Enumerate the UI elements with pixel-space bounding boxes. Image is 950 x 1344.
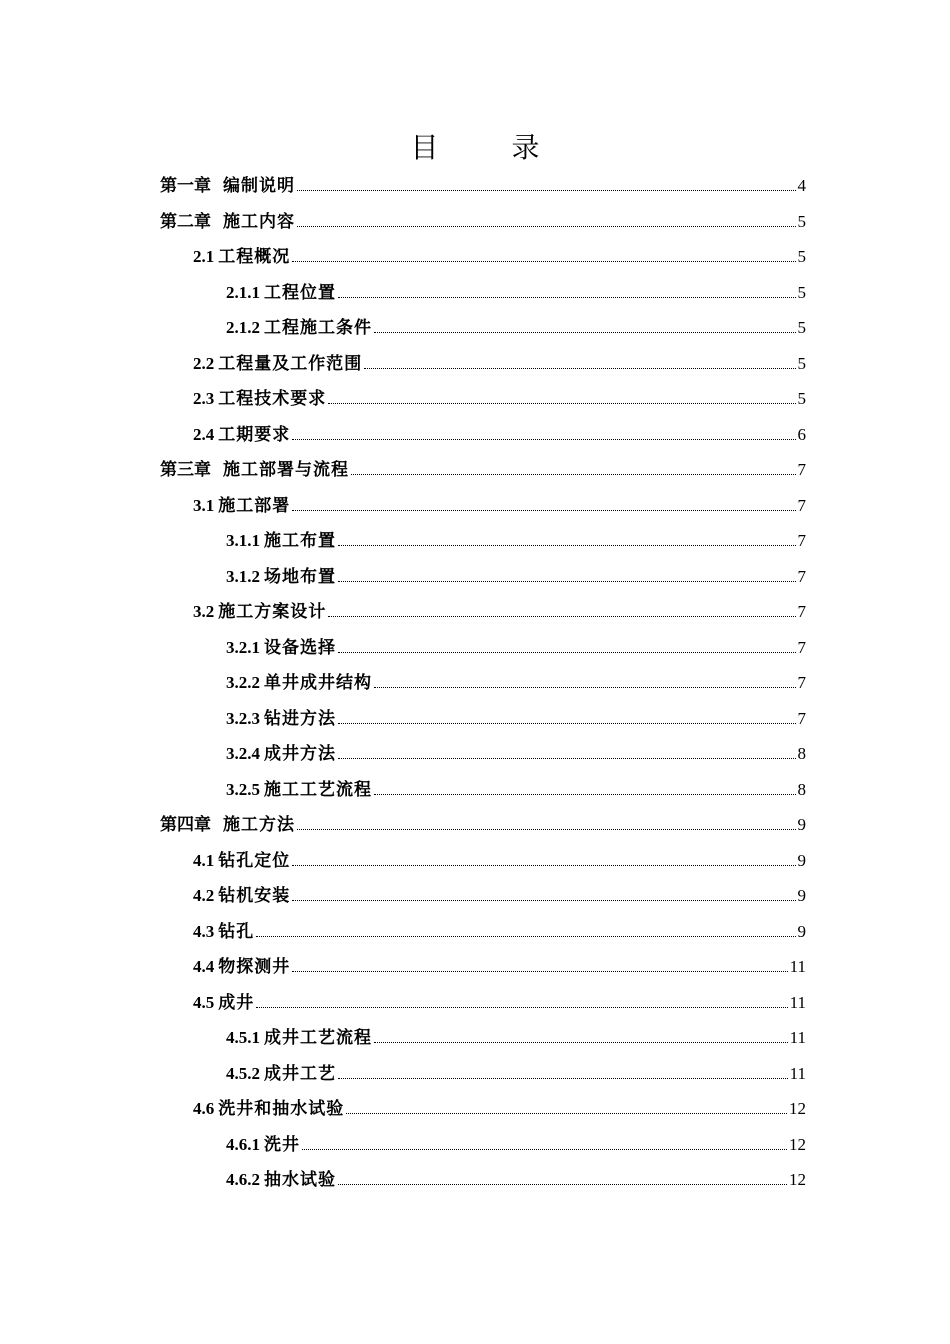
section-number: 4.5	[193, 992, 215, 1012]
section-number: 3.2.1	[226, 637, 260, 657]
entry-label: 场地布置	[264, 566, 336, 587]
entry-label: 成井工艺流程	[264, 1028, 372, 1048]
dot-leader	[374, 331, 796, 333]
toc-entry[interactable]	[226, 1162, 806, 1197]
section-number: 3.1.2	[226, 566, 260, 586]
dot-leader	[338, 296, 796, 298]
toc-entry[interactable]	[226, 1020, 806, 1055]
toc-entry[interactable]	[193, 843, 806, 878]
section-number: 4.4	[193, 957, 215, 976]
dot-leader	[297, 225, 796, 227]
page-number: 7	[797, 531, 806, 550]
page-number: 5	[797, 247, 806, 266]
page-number: 9	[797, 886, 806, 905]
dot-leader	[292, 260, 795, 262]
dot-leader	[338, 544, 796, 546]
toc-entry[interactable]	[193, 239, 806, 274]
entry-label: 钻孔	[218, 921, 255, 942]
dot-leader	[338, 580, 796, 582]
entry-label: 施工内容	[223, 211, 295, 232]
dot-leader	[292, 509, 795, 511]
page-number: 7	[797, 708, 806, 728]
toc-entry[interactable]	[193, 985, 806, 1020]
toc-entry[interactable]	[193, 381, 806, 416]
toc-entry[interactable]	[226, 1056, 806, 1091]
section-number: 4.6.2	[226, 1170, 260, 1189]
dot-leader	[338, 651, 796, 653]
dot-leader	[338, 722, 796, 724]
dot-leader	[328, 615, 795, 617]
entry-label: 成井	[218, 992, 255, 1013]
toc-entry[interactable]	[193, 914, 806, 949]
section-number: 4.1	[193, 850, 215, 870]
page-number: 5	[797, 211, 806, 231]
page-number: 9	[797, 815, 806, 834]
dot-leader	[338, 1183, 787, 1185]
entry-label: 工程概况	[218, 247, 291, 267]
dot-leader	[256, 935, 795, 937]
toc-entry[interactable]	[160, 204, 806, 239]
page-number: 8	[797, 744, 806, 763]
section-number: 4.6.1	[226, 1134, 260, 1154]
page-number: 12	[789, 1099, 806, 1118]
entry-label: 工程施工条件	[264, 318, 372, 338]
entry-label: 设备选择	[264, 637, 336, 658]
entry-label: 洗井	[264, 1134, 300, 1155]
toc-entry[interactable]	[226, 523, 806, 558]
page-number: 5	[797, 353, 806, 373]
entry-label: 施工方法	[223, 815, 295, 835]
section-number: 3.1	[193, 495, 215, 515]
page-number: 5	[797, 389, 806, 408]
entry-label: 工期要求	[218, 424, 291, 445]
dot-leader	[292, 970, 787, 972]
page-number: 7	[797, 566, 806, 586]
entry-label: 施工布置	[264, 531, 336, 551]
entry-label: 施工部署	[218, 495, 291, 516]
section-number: 2.3	[193, 389, 215, 408]
dot-leader	[374, 1041, 788, 1043]
entry-label: 工程量及工作范围	[218, 353, 363, 374]
toc-entry[interactable]	[160, 807, 806, 842]
section-number: 3.2.2	[226, 673, 260, 692]
entry-label: 洗井和抽水试验	[218, 1099, 345, 1119]
page-number: 7	[797, 460, 806, 479]
toc-entry[interactable]	[160, 168, 806, 203]
entry-label: 工程技术要求	[218, 389, 327, 409]
section-number: 2.1.1	[226, 282, 260, 302]
section-number: 4.5.1	[226, 1028, 260, 1047]
toc-entry[interactable]	[226, 559, 806, 594]
dot-leader	[292, 864, 795, 866]
page-number: 7	[797, 602, 806, 621]
entry-label: 施工工艺流程	[264, 779, 372, 800]
section-number: 3.2.3	[226, 708, 260, 728]
entry-label: 钻机安装	[218, 886, 291, 906]
dot-leader	[297, 189, 796, 191]
toc-entry[interactable]	[193, 594, 806, 629]
dot-leader	[338, 757, 796, 759]
section-number: 2.1.2	[226, 318, 260, 337]
dot-leader	[292, 438, 795, 440]
page-number: 12	[789, 1170, 806, 1189]
page-number: 9	[797, 850, 806, 870]
dot-leader	[328, 402, 795, 404]
section-number: 4.5.2	[226, 1063, 260, 1083]
page-number: 12	[789, 1134, 806, 1154]
chapter-label: 第三章	[160, 460, 211, 480]
chapter-label: 第四章	[160, 815, 211, 835]
page-number: 4	[797, 176, 806, 195]
section-number: 2.1	[193, 247, 215, 266]
toc-entry[interactable]	[160, 452, 806, 487]
toc-entry[interactable]	[193, 346, 806, 381]
toc-entry[interactable]	[226, 630, 806, 665]
page-number: 7	[797, 673, 806, 692]
toc-entry[interactable]	[193, 878, 806, 913]
section-number: 4.2	[193, 886, 215, 905]
page-number: 8	[797, 779, 806, 799]
section-number: 4.3	[193, 921, 215, 941]
dot-leader	[346, 1112, 787, 1114]
toc-entry[interactable]	[193, 417, 806, 452]
page-number: 9	[797, 921, 806, 941]
section-number: 3.2.5	[226, 779, 260, 799]
entry-label: 成井工艺	[264, 1063, 336, 1084]
dot-leader	[374, 793, 796, 795]
page-number: 11	[789, 1063, 806, 1083]
entry-label: 钻进方法	[264, 708, 336, 729]
toc-entry[interactable]	[226, 1127, 806, 1162]
entry-label: 钻孔定位	[218, 850, 291, 871]
page-number: 11	[789, 1028, 806, 1047]
dot-leader	[256, 1006, 787, 1008]
page-number: 5	[797, 318, 806, 337]
dot-leader	[292, 899, 795, 901]
entry-label: 抽水试验	[264, 1170, 336, 1190]
page-number: 6	[797, 424, 806, 444]
toc-entry[interactable]	[193, 949, 806, 984]
section-number: 2.4	[193, 424, 215, 444]
toc-entry[interactable]	[226, 275, 806, 310]
toc-entry[interactable]	[193, 1091, 806, 1126]
entry-label: 施工方案设计	[218, 602, 327, 622]
entry-label: 编制说明	[223, 176, 295, 196]
toc-entry[interactable]	[226, 310, 806, 345]
toc-entry[interactable]	[226, 701, 806, 736]
entry-label: 物探测井	[218, 957, 291, 977]
toc-title: 目 录	[410, 131, 572, 164]
toc-entry[interactable]	[226, 736, 806, 771]
toc-entry[interactable]	[226, 772, 806, 807]
toc-entry[interactable]	[226, 665, 806, 700]
entry-label: 成井方法	[264, 744, 336, 764]
dot-leader	[297, 828, 796, 830]
dot-leader	[351, 473, 796, 475]
section-number: 2.2	[193, 353, 215, 373]
section-number: 4.6	[193, 1099, 215, 1118]
section-number: 3.2.4	[226, 744, 260, 763]
section-number: 3.1.1	[226, 531, 260, 550]
entry-label: 施工部署与流程	[223, 460, 349, 480]
entry-label: 工程位置	[264, 282, 336, 303]
page-number: 11	[789, 992, 806, 1012]
dot-leader	[302, 1148, 787, 1150]
dot-leader	[338, 1077, 788, 1079]
entry-label: 单井成井结构	[264, 673, 372, 693]
section-number: 3.2	[193, 602, 215, 621]
dot-leader	[364, 367, 795, 369]
page-number: 7	[797, 495, 806, 515]
chapter-label: 第二章	[160, 211, 211, 232]
page-number: 11	[789, 957, 806, 976]
chapter-label: 第一章	[160, 176, 211, 196]
dot-leader	[374, 686, 796, 688]
toc-entry[interactable]	[193, 488, 806, 523]
page-number: 7	[797, 637, 806, 657]
page-number: 5	[797, 282, 806, 302]
